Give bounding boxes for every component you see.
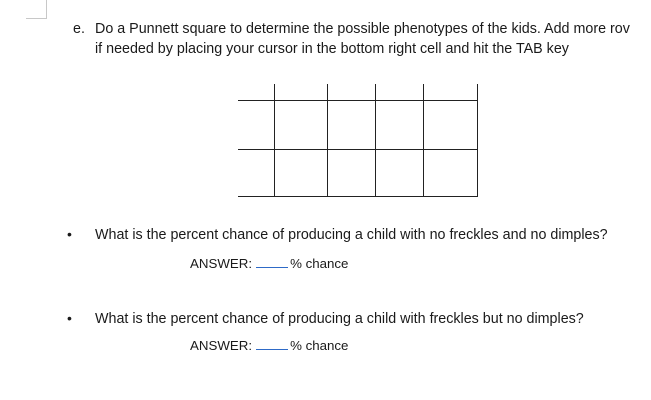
bullet-icon: •: [67, 310, 72, 326]
table-cell[interactable]: [376, 84, 424, 101]
question-2: [67, 308, 584, 329]
table-row: [238, 101, 478, 150]
answer-2-suffix: % chance: [290, 338, 349, 353]
table-cell[interactable]: [328, 150, 376, 197]
question-2-text: What is the percent chance of producing a child with freckles but no dimples?: [95, 311, 584, 327]
table-cell[interactable]: [238, 84, 275, 101]
answer-1: [190, 253, 348, 274]
question-1-text: What is the percent chance of producing a child with no freckles and no dimples?: [95, 227, 608, 243]
table-row: [238, 84, 478, 101]
table-cell[interactable]: [424, 84, 478, 101]
list-marker-e: e.: [73, 21, 85, 37]
question-1: [67, 224, 608, 245]
table-cell[interactable]: [376, 101, 424, 150]
bullet-icon: •: [67, 226, 72, 242]
table-cell[interactable]: [328, 101, 376, 150]
answer-2: [190, 335, 348, 356]
table-cell[interactable]: [275, 101, 328, 150]
answer-1-blank[interactable]: [256, 253, 288, 268]
table-cell[interactable]: [275, 150, 328, 197]
answer-2-label: ANSWER:: [190, 338, 253, 353]
table-cell-bottom-right[interactable]: [424, 150, 478, 197]
table-cell[interactable]: [328, 84, 376, 101]
punnett-square-table: [238, 84, 478, 197]
page-margin-marker: [26, 0, 47, 19]
instruction-line-1: Do a Punnett square to determine the possible phenotypes of the kids. Add more rov: [95, 21, 630, 37]
instruction-item-e: [73, 19, 630, 59]
answer-2-blank[interactable]: [256, 335, 288, 350]
answer-1-label: ANSWER:: [190, 256, 253, 271]
answer-1-suffix: % chance: [290, 256, 349, 271]
table-cell[interactable]: [238, 150, 275, 197]
table-cell[interactable]: [376, 150, 424, 197]
instruction-line-2: if needed by placing your cursor in the bottom right cell and hit the TAB key: [95, 41, 569, 57]
table-cell[interactable]: [275, 84, 328, 101]
table-row: [238, 150, 478, 197]
table-cell[interactable]: [424, 101, 478, 150]
table-cell[interactable]: [238, 101, 275, 150]
